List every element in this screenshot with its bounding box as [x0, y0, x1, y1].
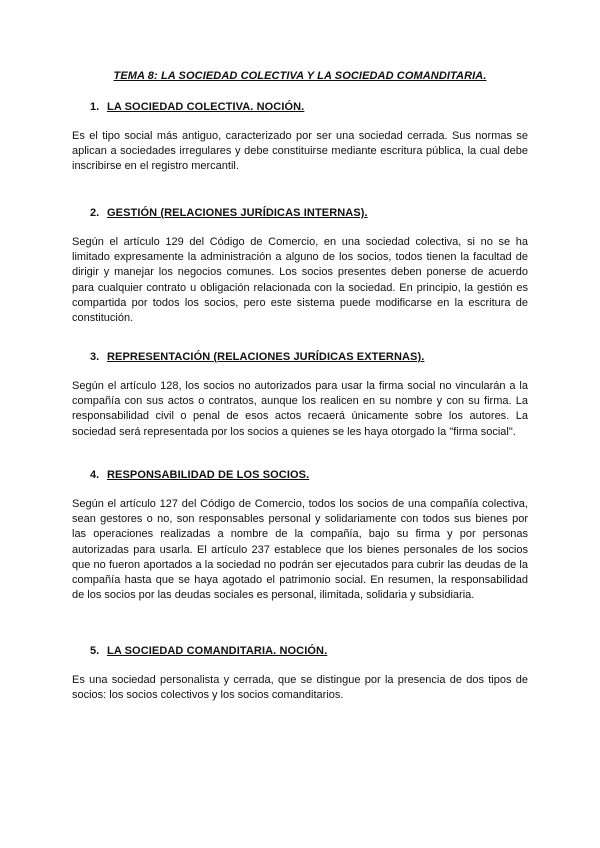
- section-heading: [72, 206, 528, 220]
- section-sociedad-comanditaria-nocion: [72, 644, 528, 703]
- section-paragraph: Es el tipo social más antiguo, caracterizado por ser una sociedad cerrada. Sus normas se aplican a sociedades irregulares y debe constituirse mediante escritura pública, la cual debe inscribirse en el registro mercantil.: [72, 130, 528, 173]
- section-number: 5.: [90, 645, 100, 657]
- section-heading-label: RESPONSABILIDAD DE LOS SOCIOS.: [107, 469, 310, 481]
- section-paragraph: Según el artículo 128, los socios no autorizados para usar la firma social no vincularán a la compañía con sus actos o contratos, aunque los realicen en su nombre y con su firma. La responsabilidad civil o penal de esos actos recaerá únicamente sobre los autores. La sociedad será representada por los socios a quienes se les haya otorgado la "firma social".: [72, 380, 528, 438]
- section-heading-label: GESTIÓN (RELACIONES JURÍDICAS INTERNAS).: [107, 207, 368, 219]
- section-heading: [72, 468, 528, 482]
- section-gestion: [72, 206, 528, 326]
- document-title: TEMA 8: LA SOCIEDAD COLECTIVA Y LA SOCIEDAD COMANDITARIA.: [113, 70, 487, 82]
- section-sociedad-colectiva-nocion: [72, 100, 528, 175]
- section-number: 3.: [90, 351, 100, 363]
- section-number: 2.: [90, 207, 100, 219]
- section-paragraph: Según el artículo 127 del Código de Comercio, todos los socios de una compañía colectiva, sean gestores o no, son responsables personal y solidariamente con todos sus bienes por las operaciones realizadas a nombre de la compañía, bajo su firma y por personas autorizadas para usarla. El artículo 237 establece que los bienes personales de los socios que no fueron aportados a la sociedad no podrán ser ejecutados para cubrir las deudas de la compañía hasta que se haya agotado el patrimonio social. En resumen, la responsabilidad de los socios por las deudas sociales es personal, ilimitada, solidaria y subsidiaria.: [72, 498, 528, 602]
- section-heading-label: REPRESENTACIÓN (RELACIONES JURÍDICAS EXTERNAS).: [107, 351, 425, 363]
- section-heading-label: LA SOCIEDAD COMANDITARIA. NOCIÓN.: [107, 645, 328, 657]
- section-heading: [72, 350, 528, 364]
- section-number: 1.: [90, 101, 100, 113]
- section-paragraph: Es una sociedad personalista y cerrada, que se distingue por la presencia de dos tipos de socios: los socios colectivos y los socios comanditarios.: [72, 674, 528, 702]
- section-representacion: [72, 350, 528, 440]
- section-heading: [72, 100, 528, 114]
- section-heading-label: LA SOCIEDAD COLECTIVA. NOCIÓN.: [107, 101, 305, 113]
- section-heading: [72, 644, 528, 658]
- section-number: 4.: [90, 469, 100, 481]
- section-responsabilidad-socios: [72, 468, 528, 603]
- section-paragraph: Según el artículo 129 del Código de Comercio, en una sociedad colectiva, si no se ha limitado expresamente la administración a alguno de los socios, todos tienen la facultad de dirigir y manejar los negocios comunes. Los socios presentes deben ponerse de acuerdo para cualquier contrato u obligación relacionada con la sociedad. En principio, la gestión es compartida por todos los socios, pero este sistema puede modificarse en la escritura de constitución.: [72, 236, 528, 325]
